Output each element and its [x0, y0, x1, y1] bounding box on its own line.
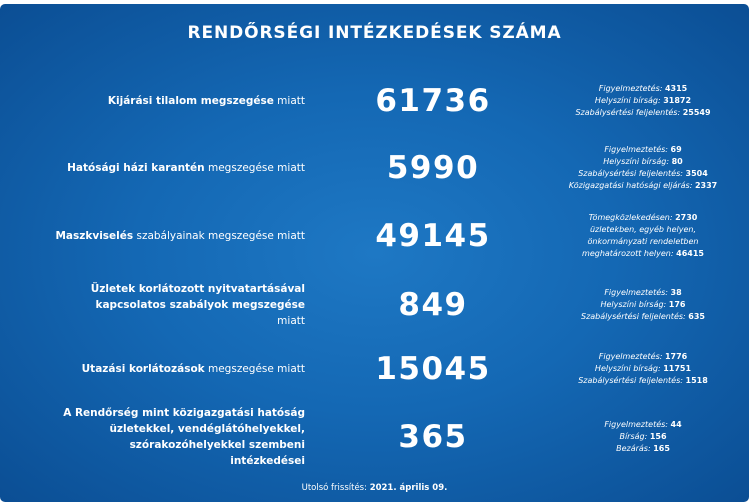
row-details: Figyelmeztetés: 38 Helyszíni bírság: 176 Szabálysértési feljelentés: 635	[581, 288, 705, 321]
last-updated: Utolsó frissítés: 2021. április 09.	[301, 483, 448, 493]
row-details: Tömegközlekedésen: 2730 üzletekben, egyéb helyen, önkormányzati rendeletben meghatározott helyen: 46415	[582, 213, 704, 258]
stat-row	[0, 344, 749, 394]
stats-panel	[0, 4, 749, 502]
stat-row	[0, 206, 749, 266]
row-label: Maszkviselés szabályainak megszegése miatt	[55, 230, 305, 242]
row-value: 849	[398, 287, 468, 323]
stat-row	[0, 276, 749, 334]
row-details: Figyelmeztetés: 1776 Helyszíni bírság: 11751 Szabálysértési feljelentés: 1518	[578, 352, 708, 385]
row-value: 365	[398, 419, 468, 455]
row-label: Kijárási tilalom megszegése miatt	[107, 95, 305, 107]
row-details: Figyelmeztetés: 44 Bírság: 156 Bezárás: 165	[604, 420, 682, 453]
row-label: Utazási korlátozások megszegése miatt	[81, 363, 305, 375]
row-value: 61736	[375, 83, 491, 119]
stat-row	[0, 408, 749, 466]
row-label: Hatósági házi karantén megszegése miatt	[67, 162, 305, 174]
row-label: Üzletek korlátozott nyitvatartásával kapcsolatos szabályok megszegése miatt	[90, 283, 305, 327]
row-value: 5990	[386, 150, 480, 186]
panel-title: RENDŐRSÉGI INTÉZKEDÉSEK SZÁMA	[187, 23, 562, 43]
row-details: Figyelmeztetés: 4315 Helyszíni bírság: 31872 Szabálysértési feljelentés: 25549	[575, 84, 711, 117]
row-value: 49145	[375, 218, 491, 254]
stat-row	[0, 138, 749, 198]
row-value: 15045	[375, 351, 491, 387]
row-label: A Rendőrség mint közigazgatási hatóság üzletekkel, vendéglátóhelyekkel, szórakozóhelyekkel szembeni intézkedései	[63, 407, 305, 467]
stat-row	[0, 70, 749, 132]
row-details: Figyelmeztetés: 69 Helyszíni bírság: 80 Szabálysértési feljelentés: 3504 Közigazgatási hatósági eljárás: 2337	[568, 145, 718, 190]
